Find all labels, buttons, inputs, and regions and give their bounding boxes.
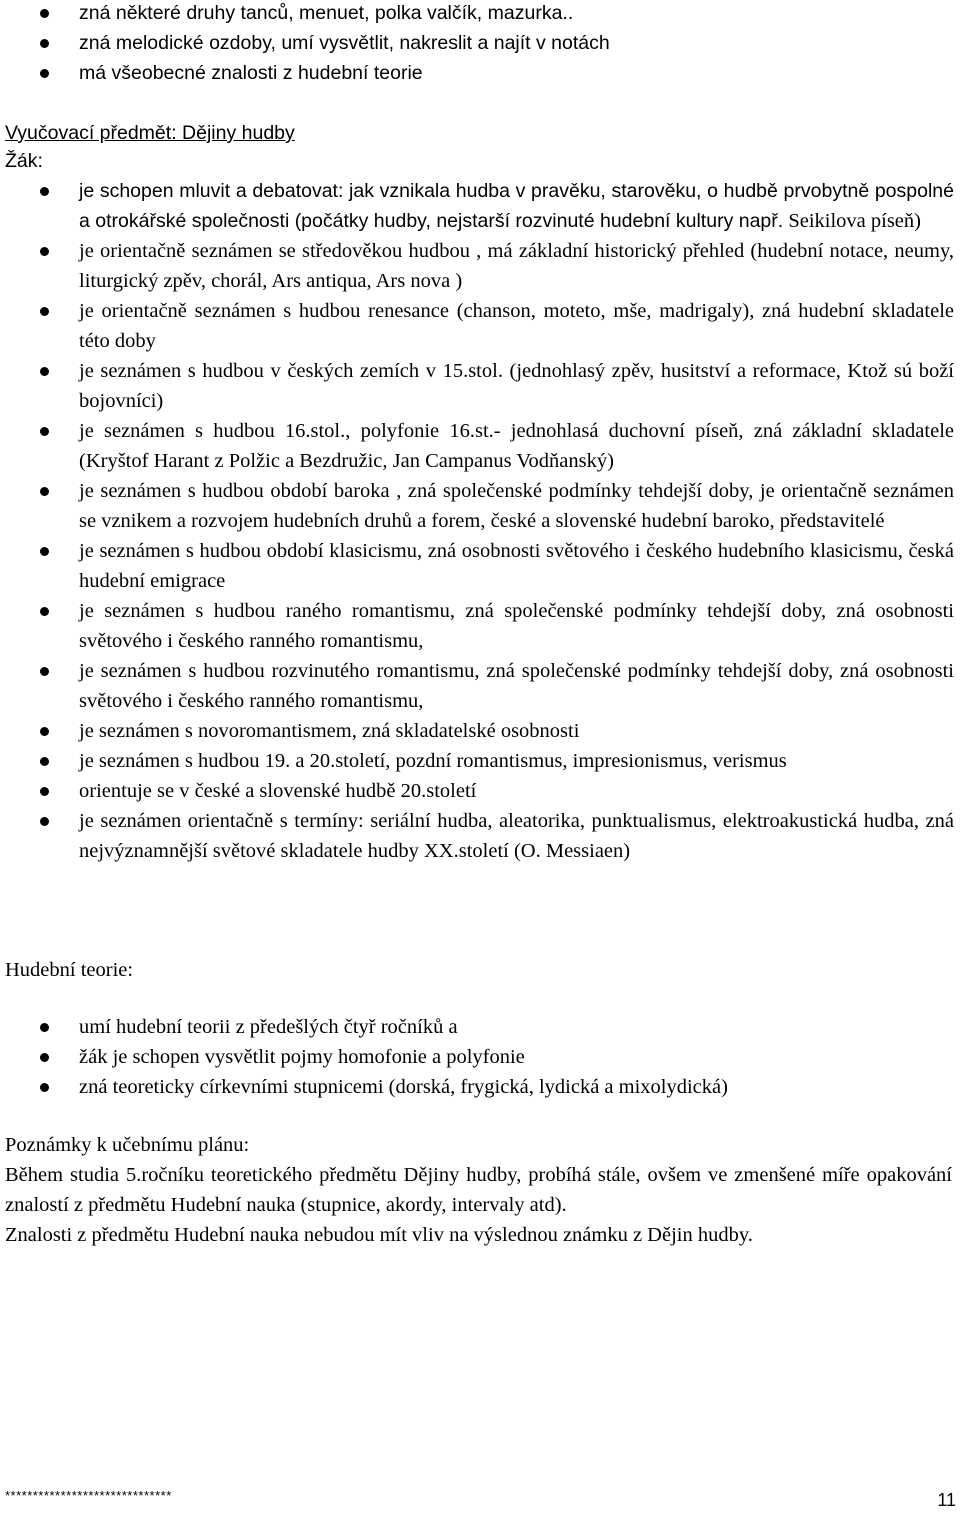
list-item-text: je seznámen orientačně s termíny: seriální hudba, aleatorika, punktualismus, elektroakustická hudba, zná nejvýznamnější světové skladatele hudby XX.století (O. Messiaen) — [79, 810, 954, 862]
list-item-text: je seznámen s hudbou v českých zemích v 15.stol. (jednohlasý zpěv, husitství a reformace, Ktož sú boží bojovníci) — [79, 360, 954, 412]
list-item — [0, 236, 956, 296]
list-item-text-continued: Seikilova píseň) — [783, 210, 921, 232]
list-item — [0, 416, 956, 476]
bullet-icon — [40, 307, 49, 316]
student-label — [0, 146, 960, 176]
bullet-icon — [40, 69, 49, 78]
list-item — [0, 596, 956, 656]
history-skills-list — [0, 176, 956, 866]
list-item-text: je seznámen s hudbou období baroka , zná společenské podmínky tehdejší doby, je orientačně seznámen se vznikem a rozvojem hudebních druhů a forem, české a slovenské hudební baroko, představitelé — [79, 480, 954, 532]
bullet-icon — [40, 787, 49, 796]
list-item-text: zná některé druhy tanců, menuet, polka valčík, mazurka.. — [79, 2, 574, 24]
bullet-icon — [40, 1083, 49, 1092]
list-item — [0, 476, 956, 536]
subject-heading-text — [5, 122, 295, 144]
notes-paragraph-1: Během studia 5.ročníku teoretického předmětu Dějiny hudby, probíhá stále, ovšem ve zmenšené míře opakování znalostí z předmětu Hudební nauka (stupnice, akordy, intervaly atd). — [5, 1164, 952, 1216]
list-item — [0, 746, 956, 776]
list-item-text: je seznámen s hudbou raného romantismu, zná společenské podmínky tehdejší doby, zná osobnosti světového i českého ranného romantismu, — [79, 600, 954, 652]
list-item-text: zná melodické ozdoby, umí vysvětlit, nakreslit a najít v notách — [79, 32, 610, 54]
list-item — [0, 0, 956, 28]
bullet-icon — [40, 607, 49, 616]
list-item-text: má všeobecné znalosti z hudební teorie — [79, 62, 423, 84]
list-item-text: je schopen mluvit a debatovat: jak vznikala hudba v pravěku, starověku, o hudbě prvobytně pospolné a otrokářské společnosti (počátky hudby, nejstarší rozvinuté hudební kultury např. — [79, 180, 954, 232]
list-item — [0, 716, 956, 746]
bullet-icon — [40, 817, 49, 826]
student-label-text: Žák: — [5, 150, 43, 172]
list-item-text: je seznámen s hudbou 19. a 20.století, pozdní romantismus, impresionismus, verismus — [79, 750, 787, 772]
subject-heading — [0, 118, 960, 148]
list-item — [0, 776, 956, 806]
bullet-icon — [40, 757, 49, 766]
list-item — [0, 1072, 956, 1102]
theory-skills-list — [0, 1012, 956, 1102]
list-item — [0, 806, 956, 866]
list-item-text: žák je schopen vysvětlit pojmy homofonie a polyfonie — [79, 1046, 525, 1068]
top-skills-list — [0, 0, 956, 88]
list-item — [0, 58, 956, 88]
bullet-icon — [40, 487, 49, 496]
list-item-text: je seznámen s hudbou rozvinutého romantismu, zná společenské podmínky tehdejší doby, zná osobnosti světového i českého ranného romantismu, — [79, 660, 954, 712]
list-item — [0, 176, 956, 236]
bullet-icon — [40, 547, 49, 556]
list-item-text: je seznámen s hudbou období klasicismu, zná osobnosti světového i českého hudebního klasicismu, česká hudební emigrace — [79, 540, 954, 592]
notes-paragraph-2: Znalosti z předmětu Hudební nauka nebudou mít vliv na výslednou známku z Dějin hudby. — [5, 1224, 753, 1246]
subject-heading-subject: Dějiny hudby — [182, 122, 295, 144]
list-item-text: je seznámen s hudbou 16.stol., polyfonie 16.st.- jednohlasá duchovní píseň, zná základní skladatele (Kryštof Harant z Polžic a Bezdružic, Jan Campanus Vodňanský) — [79, 420, 954, 472]
footer-stars: ****************************** — [5, 1488, 172, 1503]
notes-heading: Poznámky k učebnímu plánu: — [5, 1134, 250, 1156]
list-item-text: umí hudební teorii z předešlých čtyř ročníků a — [79, 1016, 458, 1038]
top-skills-list-block — [0, 0, 956, 88]
list-item — [0, 296, 956, 356]
theory-skills-list-block — [0, 1012, 956, 1102]
list-item-text: je orientačně seznámen se středověkou hudbou , má základní historický přehled (hudební notace, neumy, liturgický zpěv, chorál, Ars antiqua, Ars nova ) — [79, 240, 954, 292]
list-item — [0, 1012, 956, 1042]
bullet-icon — [40, 427, 49, 436]
list-item — [0, 536, 956, 596]
theory-heading-text: Hudební teorie: — [5, 959, 134, 981]
notes-section — [0, 1130, 956, 1250]
bullet-icon — [40, 667, 49, 676]
bullet-icon — [40, 187, 49, 196]
list-item-text: zná teoreticky církevními stupnicemi (dorská, frygická, lydická a mixolydická) — [79, 1076, 728, 1098]
page-number: 11 — [937, 1490, 956, 1510]
subject-heading-label: Vyučovací předmět: — [5, 122, 177, 144]
list-item — [0, 28, 956, 58]
bullet-icon — [40, 247, 49, 256]
list-item — [0, 656, 956, 716]
list-item-text: orientuje se v české a slovenské hudbě 20.století — [79, 780, 477, 802]
list-item — [0, 1042, 956, 1072]
list-item — [0, 356, 956, 416]
history-skills-list-block — [0, 176, 956, 866]
bullet-icon — [40, 9, 49, 18]
bullet-icon — [40, 1023, 49, 1032]
bullet-icon — [40, 39, 49, 48]
bullet-icon — [40, 727, 49, 736]
list-item-text: je orientačně seznámen s hudbou renesance (chanson, moteto, mše, madrigaly), zná hudební skladatele této doby — [79, 300, 954, 352]
bullet-icon — [40, 367, 49, 376]
list-item-text: je seznámen s novoromantismem, zná skladatelské osobnosti — [79, 720, 580, 742]
bullet-icon — [40, 1053, 49, 1062]
theory-heading — [0, 955, 960, 985]
